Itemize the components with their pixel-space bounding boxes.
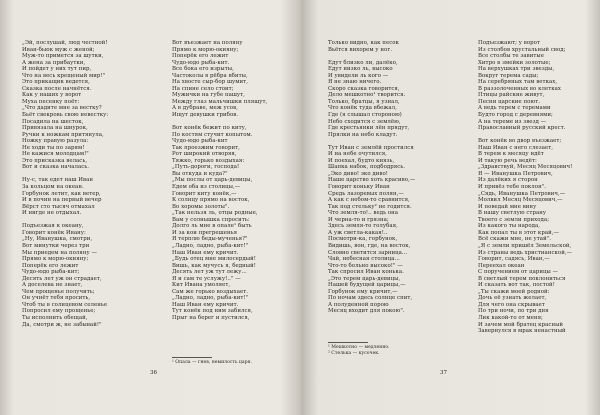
- verse-line: Скоро сказка говорится,: [328, 85, 400, 92]
- verse-line: Я терплю беды-мученья?": [172, 236, 248, 243]
- verse-line: Частоколы в рёбра вбиты,: [172, 72, 248, 79]
- verse-line: Дело мешкотно¹ творится.: [328, 92, 406, 99]
- verse-line: В раззолоченных во клетках: [478, 85, 562, 92]
- verse-line: Муха песенку поёт:: [22, 98, 80, 105]
- right-page-column-2: [478, 40, 572, 335]
- verse-line: Средь лазоревых полян,—: [328, 190, 404, 197]
- verse-line: Месяц входит для покою".: [328, 308, 405, 315]
- verse-line: Будто город с деревнями;: [478, 112, 553, 119]
- verse-line: А уж светла-какая!..: [328, 229, 388, 236]
- verse-line: Вот минутки через три: [22, 242, 90, 249]
- verse-line: Мы приедем на поляну —: [22, 249, 97, 256]
- verse-line: И поведай мне вину: [478, 203, 537, 210]
- verse-line: Так под стельку² не годится.: [328, 203, 412, 210]
- verse-line: С поручением от царицы —: [478, 269, 559, 276]
- verse-line: Словно светится зарница...: [328, 249, 408, 256]
- verse-line: Вам у солнышка спросить:: [172, 216, 250, 223]
- verse-line: Ищут девушки грибов.: [172, 112, 239, 119]
- verse-line: Молвил Месяц Месяцович,—: [478, 197, 563, 204]
- verse-line: Наш Иван с него слезает,: [478, 144, 554, 151]
- verse-line: Тяжко, горько воздыхая:: [172, 157, 245, 164]
- verse-line: Во хоромы золоты".: [172, 203, 230, 210]
- verse-line: Говорит киту конёк,—: [172, 190, 237, 197]
- verse-line: И такую речь ведёт:: [478, 157, 537, 164]
- verse-line: Из столбов хрустальный свод;: [478, 46, 566, 53]
- footnote-rule: [172, 357, 212, 358]
- verse-line: Говорит, садясь, Иван,—: [478, 256, 550, 263]
- verse-line: И за кои прегрешенья: [172, 229, 238, 236]
- verse-line: И сказать вот так, постой!: [478, 282, 555, 289]
- verse-line: Из далёких я сторон: [478, 177, 538, 184]
- verse-line: Дочь её узнать желает,: [478, 295, 547, 302]
- verse-line: Шапка набок, подбодрясь.: [328, 164, 406, 171]
- verse-line: Едем оба из столицы,—: [172, 184, 241, 191]
- verse-line: По три ночи, по три дня: [478, 308, 549, 315]
- verse-line: Прыг на берег и пустился,: [172, 314, 250, 321]
- verse-line: И поехал, будто князь,: [328, 157, 395, 164]
- verse-line: Говорит коньку Иван: [328, 184, 390, 191]
- verse-line: Вот въезжает на поляну: [172, 40, 243, 46]
- verse-line: И увидели ль кого —: [328, 72, 389, 79]
- verse-line: По ночам здесь солнце спит,: [328, 295, 413, 302]
- verse-line: Из какого ты народа,: [478, 223, 541, 230]
- verse-line: Тут Иван с землёй простился: [328, 144, 414, 151]
- verse-line: „Это терем царь-девицы,: [328, 275, 401, 282]
- verse-line: Как попал ты в этот край,—: [478, 229, 559, 236]
- verse-line: Между глаз мальчишки пляшут,: [172, 98, 268, 105]
- verse-line: И зачем мой братец красный: [478, 321, 564, 328]
- verse-line: Подъезжают; у ворот: [478, 40, 540, 46]
- verse-line: Посадила на шесток,: [22, 118, 84, 125]
- verse-line: А на тереме из звезд —: [478, 118, 547, 125]
- verse-line: Только видно, как песок: [328, 40, 399, 46]
- verse-line: Я и сам те услужу!.." —: [172, 275, 241, 282]
- verse-line: Кит Ивана умоляет,: [172, 282, 231, 289]
- verse-line: Наш Иван ему кричит.: [172, 301, 239, 308]
- verse-line: На верхушках три звезды,: [478, 66, 555, 73]
- verse-line: А в дубраве, меж усов,: [172, 105, 238, 112]
- page-number: 36: [150, 370, 157, 376]
- footnote-rule: [328, 342, 368, 343]
- verse-line: И черна-то и грязна;: [328, 216, 389, 223]
- verse-line: Чудо-юдо рыба-кит;: [22, 269, 80, 276]
- verse-line: Чудо-юдо рыба-кит: [172, 138, 228, 145]
- verse-line: Вот конёк бежит по киту,: [172, 125, 247, 132]
- verse-line: И в почин на первый вечер: [22, 197, 102, 204]
- verse-line: Долго ль мне в опале¹ быть: [172, 223, 252, 230]
- verse-line: Не кажися молодцам!": [22, 151, 89, 158]
- verse-line: На спине село стоит;: [172, 85, 234, 92]
- verse-line: Вишь, как мучусь я, бедный!: [172, 262, 256, 269]
- verse-line: „Я с земли пришёл Земельской,: [478, 242, 572, 249]
- verse-line: Сам же горько воздыхает.: [172, 288, 249, 295]
- verse-line: Что земля-то!.. ведь она: [328, 210, 399, 217]
- right-page: [300, 0, 600, 415]
- verse-line: Горбунок летит, как ветер,: [22, 190, 101, 197]
- verse-line: „Будь отец мне милосердый!: [172, 256, 256, 263]
- verse-line: И пойдет у них тут пир,: [22, 66, 92, 73]
- verse-line: А полуденной порою: [328, 301, 389, 308]
- verse-line: „Ладно, ладно, рыба-кит!": [172, 295, 249, 302]
- verse-line: Поперёк его лежит: [22, 262, 79, 269]
- left-page-column-1: [22, 40, 108, 328]
- verse-line: Десять лет уж тут лежу...: [172, 269, 247, 276]
- right-page-column-1: [328, 40, 415, 315]
- verse-line: „Что дадите мне за вестку?: [22, 105, 102, 112]
- verse-line: Прямо к морю-окияну;: [172, 46, 239, 53]
- verse-line: Десять лет уж он страдает,: [22, 275, 102, 282]
- verse-line: Привязала на шнурок,: [22, 125, 88, 132]
- verse-line: Где крестьянки лён прядут,: [328, 125, 410, 132]
- verse-line: В терем к месяцу идёт: [478, 151, 544, 158]
- verse-line: Говорит конёк Ивану:: [22, 229, 86, 236]
- verse-line: „Эй, послушай, люд честной!: [22, 40, 108, 46]
- verse-line: Все столбы те завитые: [478, 53, 544, 60]
- verse-line: А доселева не знает,: [22, 282, 83, 289]
- verse-line: Посмотри-ка, горбунок,: [328, 236, 398, 243]
- verse-line: На хвосте сыр-бор шумит,: [172, 79, 248, 86]
- verse-line: Для чего она скрывает: [478, 301, 545, 308]
- verse-line: Муж-то примется за шутки,: [22, 53, 104, 60]
- verse-line: Прямо к морю-окияну;: [22, 256, 89, 263]
- verse-line: Подъезжая к океану,: [22, 223, 84, 230]
- verse-line: Хитро в змейки золотые;: [478, 59, 551, 66]
- verse-line: Чудо-юдо рыба-кит.: [172, 59, 230, 66]
- verse-line: К солнцу прямо на восток,: [172, 197, 250, 204]
- verse-line: Православный русский крест.: [478, 125, 566, 132]
- verse-line: В нашу светлую страну: [478, 210, 547, 217]
- verse-line: Всё скажи мне, не утай".: [478, 236, 552, 243]
- verse-line: Ручки к ножкам притянула,: [22, 131, 104, 138]
- verse-line: Лик какой-то от меня;: [478, 314, 543, 321]
- verse-line: Все бока его изрыты,: [172, 66, 234, 73]
- verse-line: Видишь, вон, где, на восток,: [328, 242, 411, 249]
- footnote: ¹ Опала — гнев, немилость царя.: [172, 360, 252, 365]
- verse-line: Ты исполнить обещай,: [22, 314, 88, 321]
- verse-line: Где (я слышал стороною): [328, 112, 402, 119]
- verse-line: Из страны ведь христианской,—: [478, 249, 573, 256]
- verse-line: „Здравствуй, Месяц Месяцович!: [478, 164, 573, 171]
- left-page-column-2: [172, 40, 267, 322]
- verse-line: А жена за прибаутки,: [22, 59, 86, 66]
- verse-line: Ну-с, так едет наш Иван: [22, 177, 94, 184]
- verse-line: И нигде не отдыхал.: [22, 210, 82, 217]
- page-number: 37: [440, 370, 447, 376]
- verse-line: Так спросил Иван конька.: [328, 269, 404, 276]
- verse-line: Едут низко ль, высоко: [328, 66, 393, 73]
- verse-line: На серебряных там ветках,: [478, 79, 558, 86]
- footnotes: [328, 345, 390, 357]
- verse-line: Как у наших у ворот: [22, 92, 82, 99]
- verse-line: Что конёк туда вбежал,: [328, 105, 397, 112]
- verse-line: Вокруг терема сады;: [478, 72, 539, 79]
- verse-line: Я не знаю ничего.: [328, 79, 382, 86]
- verse-line: Не ходи ты по зарям!: [22, 144, 85, 151]
- verse-line: Наш Иван ему кричит.: [172, 249, 239, 256]
- verse-line: „Ладно, ладно, рыба-кит!": [172, 242, 249, 249]
- verse-line: Песни царские поют.: [478, 98, 541, 105]
- verse-line: Что-то больно высоко!" —: [328, 262, 403, 269]
- verse-line: Твоего с земли прихода;: [478, 216, 550, 223]
- verse-line: Бьёт свекровь свою невестку:: [22, 112, 109, 119]
- verse-line: Да, смотри ж, не забывай!": [22, 321, 102, 328]
- verse-line: Птицы райские живут,: [478, 92, 545, 99]
- footnote: ¹ Мешкотно — медленно.: [328, 345, 390, 350]
- verse-line: „Путь-дороги, господа!: [172, 164, 240, 171]
- verse-line: „Эко диво! эко диво!: [328, 170, 389, 177]
- verse-line: Переехал океан: [478, 262, 525, 269]
- verse-line: Что на весь крещеный мир!": [22, 72, 106, 79]
- verse-line: В светлый терем поклониться: [478, 275, 566, 282]
- verse-line: Чтоб ты в солнцевом селенье: [22, 301, 108, 308]
- verse-line: Сказка после начнётся.: [22, 85, 92, 92]
- verse-line: И на небе очутился,: [328, 151, 387, 158]
- verse-line: Рот широкий отворяя,: [172, 151, 237, 158]
- verse-line: Вот конёк во двор въезжает;: [478, 138, 562, 145]
- verse-line: Иван-бьюк муж с женой;: [22, 46, 95, 53]
- verse-line: Это прикащик ведется,: [22, 79, 90, 86]
- verse-line: Здесь земля-то голубая,: [328, 223, 398, 230]
- verse-line: Вы откуда и куда?": [172, 170, 228, 177]
- verse-line: Наше царство хоть красиво,—: [328, 177, 416, 184]
- verse-line: А ведь терем с теремами: [478, 105, 551, 112]
- verse-line: „Ну, Иванушка, смотри,: [22, 236, 93, 243]
- verse-line: Прялки на небо кладут.: [328, 131, 398, 138]
- verse-line: Вьётся вихорем у ног.: [328, 46, 392, 53]
- verse-line: Ножку правую разула:: [22, 138, 89, 145]
- verse-line: Мужички на губе пашут,: [172, 92, 245, 99]
- verse-line: Едут близко ли, далёко,: [328, 59, 398, 66]
- verse-line: Вёрст сто тысяч отмахал: [22, 203, 95, 210]
- verse-line: По костям стучит копытом.: [172, 131, 253, 138]
- verse-line: А как с небом-то сравнится,: [328, 197, 410, 204]
- verse-line: Это присказка велась,: [22, 157, 88, 164]
- verse-line: Горбунок ему кричит,—: [328, 288, 398, 295]
- verse-line: Вот и сказка началась.: [22, 164, 90, 171]
- verse-line: Завернулся в мрак ненастный: [478, 328, 566, 335]
- verse-line: Поперёк его лежит: [172, 53, 229, 60]
- verse-line: Я — Иванушка Петрович,: [478, 170, 553, 177]
- verse-line: Чай, небесная столица...: [328, 256, 400, 263]
- verse-line: „Ты скажи моей родной:: [478, 288, 550, 295]
- verse-line: Чем прощенье получить;: [22, 288, 95, 295]
- verse-line: Только, братцы, я узнал,: [328, 98, 400, 105]
- verse-line: Тут конёк под ним забился,: [172, 308, 253, 315]
- verse-line: Нашей будущей царицы,—: [328, 282, 406, 289]
- verse-line: Небо сходится с землёю,: [328, 118, 401, 125]
- footnote: ² Стелька — кусочек.: [328, 351, 380, 356]
- verse-line: Так проезжим говорит,: [172, 144, 240, 151]
- verse-line: Он учнёт тебя просить,: [22, 295, 91, 302]
- verse-line: Попросил ему прощенье;: [22, 308, 96, 315]
- verse-line: И привёз тебе поклон".: [478, 184, 547, 191]
- verse-line: „Сядь, Иванушка Петрович,—: [478, 190, 566, 197]
- verse-line: За кольцом на океан.: [22, 184, 84, 191]
- verse-line: „Мы послы от царь-девицы,: [172, 177, 253, 184]
- verse-line: „Так нельзя ль, отцы родные,: [172, 210, 258, 217]
